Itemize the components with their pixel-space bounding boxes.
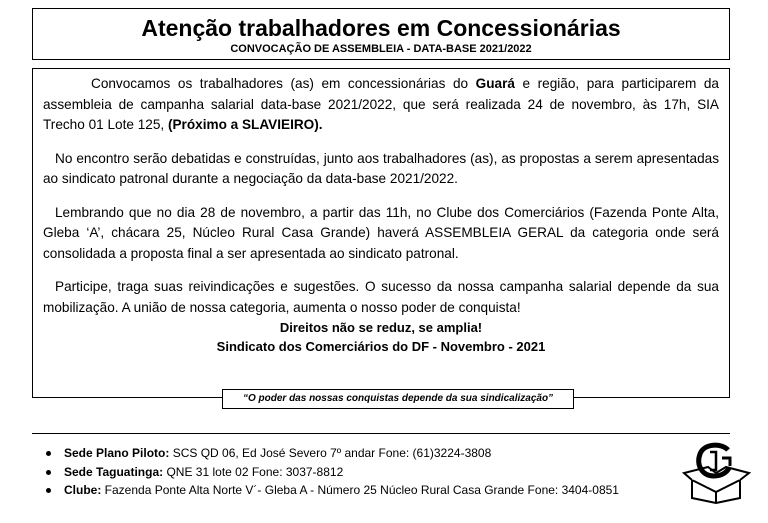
signature: Sindicato dos Comerciários do DF - Novembro - 2021 bbox=[216, 339, 546, 354]
p1-text-c: e região, para participarem da assembleia de campanha salarial data-base 2021/2022, que será realizada 24 de novembro, às 17h, SIA Trecho 01 Lote 125, bbox=[43, 76, 719, 132]
page-subtitle: CONVOCAÇÃO DE ASSEMBLEIA - DATA-BASE 2021/2022 bbox=[230, 43, 532, 55]
bullet-icon bbox=[46, 451, 51, 456]
union-logo-icon bbox=[682, 440, 752, 504]
address-label: Sede Taguatinga: bbox=[64, 464, 164, 479]
slogan: Direitos não se reduz, se amplia! bbox=[279, 320, 483, 335]
list-item bbox=[40, 444, 670, 463]
body-box bbox=[32, 68, 730, 398]
address-text: QNE 31 lote 02 Fone: 3037-8812 bbox=[163, 464, 344, 479]
address-label: Clube: bbox=[64, 483, 102, 497]
p1-landmark: (Próximo a SLAVIEIRO). bbox=[167, 117, 323, 132]
page-title: Atenção trabalhadores em Concessionárias bbox=[141, 15, 621, 41]
p1-location-guara: Guará bbox=[475, 76, 515, 91]
quote-box: “O poder das nossas conquistas depende da sua sindicalização” bbox=[222, 389, 574, 409]
logo-letter: C bbox=[682, 440, 683, 441]
footer-divider bbox=[32, 433, 730, 434]
paragraph-participate: Participe, traga suas reivindicações e sugestões. O sucesso da nossa campanha salarial depende da sua mobilização. A união de nossa categoria, aumenta o nosso poder de conquista! bbox=[43, 279, 719, 315]
header-box bbox=[32, 8, 730, 60]
footer-address-list bbox=[40, 444, 670, 500]
paragraph-meeting: No encontro serão debatidas e construídas, junto aos trabalhadores (as), as propostas a serem apresentadas ao sindicato patronal durante a negociação da data-base 2021/2022. bbox=[43, 150, 719, 186]
list-item bbox=[40, 463, 670, 482]
address-label: Sede Plano Piloto: bbox=[64, 446, 170, 460]
bullet-icon bbox=[46, 470, 51, 475]
p1-text-a: Convocamos os trabalhadores (as) em concessionárias do bbox=[91, 76, 476, 91]
paragraph-general-assembly: Lembrando que no dia 28 de novembro, a partir das 11h, no Clube dos Comerciários (Fazenda Ponte Alta, Gleba ‘A’, chácara 25, Núcleo Rural Casa Grande) haverá ASSEMBLEIA GERAL da categoria onde será consolidada a proposta final a ser apresentada ao sindicato patronal. bbox=[43, 204, 719, 261]
address-text: Fazenda Ponte Alta Norte V´- Gleba A - Número 25 Núcleo Rural Casa Grande Fone: 3404-0851 bbox=[101, 483, 619, 497]
bullet-icon bbox=[46, 488, 51, 493]
list-item bbox=[40, 481, 670, 500]
address-text: SCS QD 06, Ed José Severo 7º andar Fone: (61)3224-3808 bbox=[169, 446, 492, 460]
paragraph-convocation bbox=[43, 74, 719, 136]
